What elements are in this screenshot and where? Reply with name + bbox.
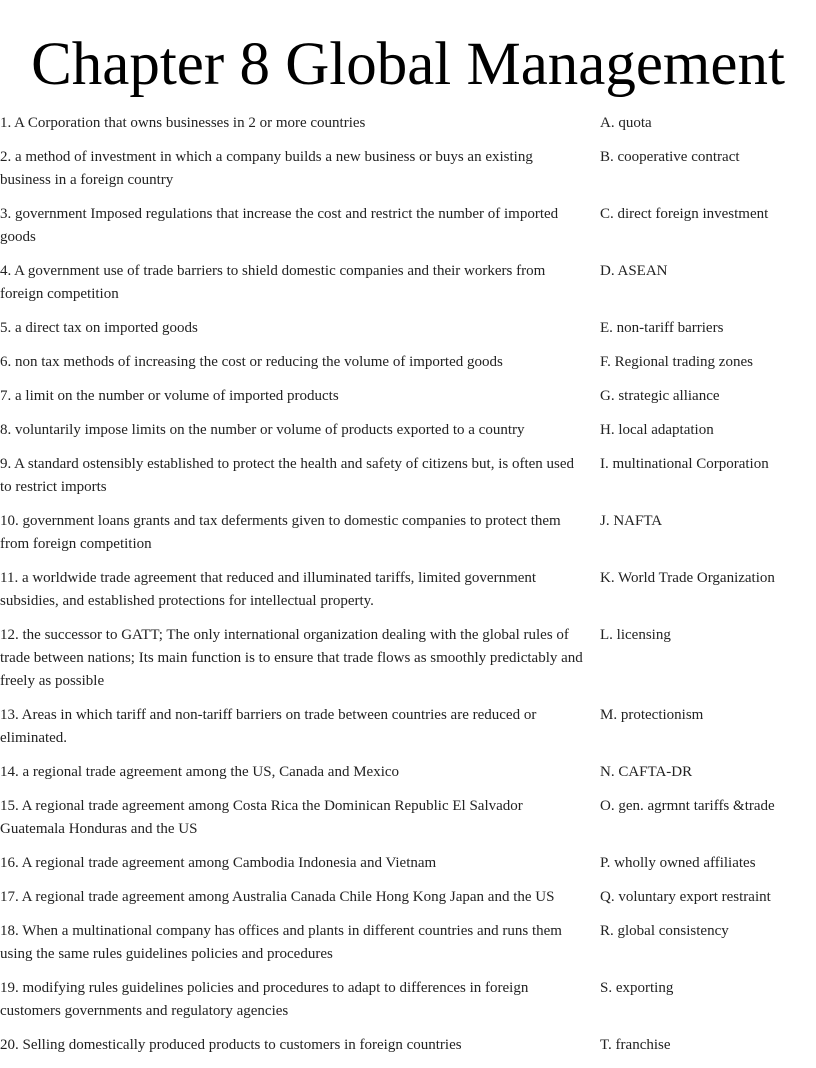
matching-list [0, 112, 816, 1068]
matching-row [0, 385, 816, 408]
question-text: 9. A standard ostensibly established to protect the health and safety of citizens but, is often used to restrict imports [0, 456, 575, 495]
matching-row [0, 260, 816, 306]
question-text: 13. Areas in which tariff and non-tariff barriers on trade between countries are reduced or eliminated. [0, 707, 537, 746]
question-text: 6. non tax methods of increasing the cost or reducing the volume of imported goods [0, 354, 503, 370]
matching-row [0, 977, 816, 1023]
answer-option: M. protectionism [600, 707, 704, 723]
matching-row [0, 453, 816, 499]
question-text: 17. A regional trade agreement among Australia Canada Chile Hong Kong Japan and the US [0, 889, 555, 905]
answer-option: F. Regional trading zones [600, 354, 753, 370]
answer-option: L. licensing [600, 627, 671, 643]
matching-row [0, 317, 816, 340]
matching-row [0, 852, 816, 875]
matching-row [0, 761, 816, 784]
question-text: 10. government loans grants and tax deferments given to domestic companies to protect them from foreign competition [0, 513, 561, 552]
page-title: Chapter 8 Global Management [31, 31, 785, 98]
matching-row [0, 146, 816, 192]
answer-option: E. non-tariff barriers [600, 320, 724, 336]
answer-option: H. local adaptation [600, 422, 714, 438]
answer-option: P. wholly owned affiliates [600, 855, 756, 871]
answer-option: S. exporting [600, 980, 674, 996]
question-text: 8. voluntarily impose limits on the number or volume of products exported to a country [0, 422, 525, 438]
question-text: 15. A regional trade agreement among Costa Rica the Dominican Republic El Salvador Guatemala Honduras and the US [0, 798, 523, 837]
answer-option: Q. voluntary export restraint [600, 889, 771, 905]
matching-row [0, 567, 816, 613]
answer-option: A. quota [600, 115, 652, 131]
matching-row [0, 419, 816, 442]
matching-row [0, 1034, 816, 1057]
answer-option: K. World Trade Organization [600, 570, 775, 586]
matching-row [0, 510, 816, 556]
answer-option: G. strategic alliance [600, 388, 720, 404]
answer-option: D. ASEAN [600, 263, 668, 279]
question-text: 5. a direct tax on imported goods [0, 320, 198, 336]
question-text: 2. a method of investment in which a company builds a new business or buys an existing business in a foreign country [0, 149, 533, 188]
question-text: 3. government Imposed regulations that increase the cost and restrict the number of imported goods [0, 206, 559, 245]
answer-option: B. cooperative contract [600, 149, 740, 165]
matching-row [0, 795, 816, 841]
answer-option: O. gen. agrmnt tariffs &trade [600, 798, 775, 814]
question-text: 4. A government use of trade barriers to shield domestic companies and their workers from foreign competition [0, 263, 546, 302]
question-text: 18. When a multinational company has offices and plants in different countries and runs them using the same rules guidelines policies and procedures [0, 923, 562, 962]
matching-row [0, 351, 816, 374]
matching-row [0, 886, 816, 909]
answer-option: R. global consistency [600, 923, 729, 939]
question-text: 19. modifying rules guidelines policies and procedures to adapt to differences in foreign customers governments and regulatory agencies [0, 980, 529, 1019]
matching-row [0, 704, 816, 750]
answer-option: J. NAFTA [600, 513, 663, 529]
question-text: 20. Selling domestically produced products to customers in foreign countries [0, 1037, 462, 1053]
matching-row [0, 920, 816, 966]
answer-option: C. direct foreign investment [600, 206, 769, 222]
question-text: 7. a limit on the number or volume of imported products [0, 388, 339, 404]
question-text: 1. A Corporation that owns businesses in 2 or more countries [0, 115, 366, 131]
matching-row [0, 624, 816, 693]
answer-option: I. multinational Corporation [600, 456, 769, 472]
question-text: 12. the successor to GATT; The only international organization dealing with the global rules of trade between nations; Its main function is to ensure that trade flows as smoothly predictably and freely as possible [0, 627, 583, 689]
matching-row [0, 203, 816, 249]
answer-option: N. CAFTA-DR [600, 764, 693, 780]
matching-row [0, 112, 816, 135]
answer-option: T. franchise [600, 1037, 671, 1053]
question-text: 14. a regional trade agreement among the US, Canada and Mexico [0, 764, 400, 780]
question-text: 11. a worldwide trade agreement that reduced and illuminated tariffs, limited government subsidies, and established protections for intellectual property. [0, 570, 537, 609]
question-text: 16. A regional trade agreement among Cambodia Indonesia and Vietnam [0, 855, 437, 871]
